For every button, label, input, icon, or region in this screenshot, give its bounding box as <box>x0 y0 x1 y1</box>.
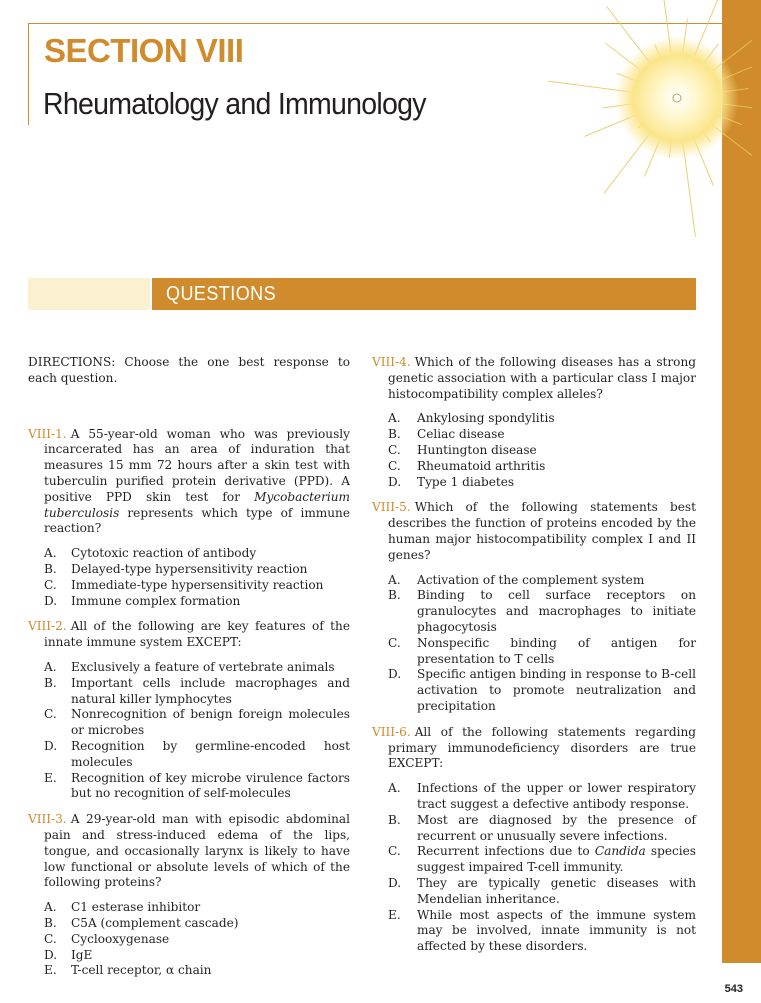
question-stem-text: A 55-year-old woman who was previously incarcerated has an area of induration that measures 15 mm 72 hours after a skin test with tuberculin purified protein derivative (PPD). A positive PPD skin test for <box>44 426 350 504</box>
option-text: Important cells include macrophages and natural killer lymphocytes <box>71 675 350 706</box>
question-stem-text: represents which type of immune reaction? <box>44 505 350 536</box>
question-stem-text: All of the following are key features of the innate immune system EXCEPT: <box>44 619 350 650</box>
answer-option <box>28 739 350 771</box>
question-block <box>28 427 350 610</box>
questions-banner <box>28 278 696 310</box>
page-number: 543 <box>724 983 743 995</box>
answer-option <box>28 948 350 964</box>
answer-option <box>28 963 350 979</box>
option-text: Nonrecognition of benign foreign molecules or microbes <box>71 707 350 738</box>
option-letter: B. <box>44 915 57 930</box>
option-text-part: species suggest impaired T-cell immunity. <box>417 844 696 875</box>
question-stem <box>28 427 350 538</box>
option-letter: C. <box>44 931 57 946</box>
option-letter: B. <box>44 675 57 690</box>
question-stem-text: Which of the following diseases has a strong genetic association with a particular class I major histocompatibility complex alleles? <box>388 355 696 401</box>
question-stem-text: All of the following statements regarding primary immunodeficiency disorders are true EXCEPT: <box>388 724 696 771</box>
answer-option <box>28 771 350 803</box>
question-stem <box>372 355 696 402</box>
option-text: Recognition by germline-encoded host molecules <box>71 738 350 769</box>
option-letter: B. <box>388 588 401 603</box>
option-text: Binding to cell surface receptors on granulocytes and macrophages to initiate phagocytosis <box>417 588 696 634</box>
right-question-list <box>372 355 696 955</box>
answer-option <box>372 573 696 589</box>
option-text: Cytotoxic reaction of antibody <box>71 546 257 561</box>
answer-option <box>372 443 696 459</box>
option-letter: D. <box>388 474 402 489</box>
option-letter: D. <box>44 738 58 753</box>
option-text: Specific antigen binding in response to B-cell activation to promote neutralization and precipitation <box>417 667 696 713</box>
option-letter: C. <box>388 635 401 650</box>
option-letter: D. <box>388 667 402 682</box>
section-title: Rheumatology and Immunology <box>43 86 426 121</box>
option-text: Delayed-type hypersensitivity reaction <box>71 561 308 576</box>
option-letter: B. <box>44 561 57 576</box>
option-letter: A. <box>44 900 57 915</box>
question-number: VIII-6. <box>372 724 411 739</box>
left-question-list <box>28 427 350 980</box>
option-text: T-cell receptor, α chain <box>71 963 212 978</box>
option-text: Huntington disease <box>417 442 537 457</box>
answer-option <box>372 908 696 955</box>
question-number: VIII-1. <box>28 426 67 441</box>
option-text: Immune complex formation <box>71 593 241 608</box>
answer-option <box>372 411 696 427</box>
answer-option <box>28 916 350 932</box>
option-letter: C. <box>388 442 401 457</box>
option-letter: C. <box>44 707 57 722</box>
option-text: Recognition of key microbe virulence factors but no recognition of self-molecules <box>71 770 350 801</box>
answer-options <box>28 660 350 802</box>
answer-option <box>372 475 696 491</box>
option-text: Infections of the upper or lower respiratory tract suggest a defective antibody response. <box>417 781 696 811</box>
option-text: IgE <box>71 947 93 962</box>
answer-option <box>28 932 350 948</box>
question-block <box>28 812 350 979</box>
directions-text: DIRECTIONS: Choose the one best response to each question. <box>28 355 350 385</box>
answer-option <box>372 427 696 443</box>
answer-option <box>372 459 696 475</box>
option-text: Celiac disease <box>417 427 505 442</box>
question-stem <box>28 619 350 651</box>
question-stem <box>372 500 696 563</box>
question-number: VIII-3. <box>28 812 67 827</box>
option-letter: D. <box>44 947 58 962</box>
sunburst-illustration <box>512 0 752 270</box>
answer-options <box>372 411 696 490</box>
option-text: Most are diagnosed by the presence of recurrent or unusually severe infections. <box>417 812 696 843</box>
answer-option <box>28 594 350 610</box>
answer-option <box>28 900 350 916</box>
option-text: Immediate-type hypersensitivity reaction <box>71 577 324 592</box>
option-text: Nonspecific binding of antigen for presentation to T cells <box>417 635 696 666</box>
question-number: VIII-2. <box>28 619 67 634</box>
option-letter: C. <box>388 458 401 473</box>
answer-options <box>372 781 696 955</box>
answer-option <box>28 562 350 578</box>
question-number: VIII-4. <box>372 355 411 369</box>
option-letter: C. <box>44 577 57 592</box>
option-letter: D. <box>44 593 58 608</box>
answer-options <box>372 573 696 715</box>
left-column <box>28 355 350 989</box>
option-letter: E. <box>388 907 401 922</box>
option-text: Exclusively a feature of vertebrate animals <box>71 659 335 674</box>
option-text: While most aspects of the immune system may be involved, innate immunity is not affected by these disorders. <box>417 907 696 954</box>
header-rule-vertical <box>28 23 29 125</box>
option-letter: B. <box>388 427 401 442</box>
question-number: VIII-5. <box>372 500 411 515</box>
answer-option <box>28 546 350 562</box>
option-letter: A. <box>388 781 401 796</box>
answer-option <box>372 781 696 813</box>
option-text: C1 esterase inhibitor <box>71 900 201 915</box>
option-letter: D. <box>388 875 402 890</box>
questions-heading: QUESTIONS <box>166 283 277 305</box>
question-stem <box>372 725 696 772</box>
option-letter: A. <box>388 411 401 426</box>
option-text-italic: Candida <box>594 844 646 859</box>
answer-option <box>28 660 350 676</box>
option-letter: E. <box>44 963 57 978</box>
answer-option <box>372 636 696 668</box>
answer-option <box>372 876 696 908</box>
option-text: Rheumatoid arthritis <box>417 458 546 473</box>
question-block <box>372 355 696 490</box>
option-text: Activation of the complement system <box>417 572 645 587</box>
option-text <box>417 844 696 876</box>
option-letter: C. <box>388 844 401 859</box>
answer-option <box>372 813 696 845</box>
option-text: Cyclooxygenase <box>71 931 170 946</box>
answer-options <box>28 546 350 609</box>
option-letter: A. <box>388 572 401 587</box>
option-letter: A. <box>44 546 57 561</box>
question-block <box>372 500 696 714</box>
answer-option <box>372 667 696 714</box>
question-stem-text: Which of the following statements best describes the function of proteins encoded by the human major histocompatibility complex I and II genes? <box>388 500 696 562</box>
answer-option <box>28 707 350 739</box>
answer-option <box>28 676 350 708</box>
option-text: Ankylosing spondylitis <box>417 411 555 426</box>
section-label: SECTION VIII <box>44 32 244 69</box>
right-column <box>372 355 696 965</box>
option-letter: B. <box>388 812 401 827</box>
option-letter: E. <box>44 770 57 785</box>
banner-light-block <box>28 278 150 310</box>
answer-option <box>28 578 350 594</box>
answer-option <box>372 588 696 635</box>
option-text: C5A (complement cascade) <box>71 915 239 930</box>
option-text-part: Recurrent infections due to <box>417 844 595 859</box>
question-block <box>372 725 696 955</box>
option-letter: A. <box>44 659 57 674</box>
question-stem-italic: Mycobacterium tuberculosis <box>44 489 350 520</box>
question-block <box>28 619 350 802</box>
option-text: They are typically genetic diseases with Mendelian inheritance. <box>417 875 696 906</box>
option-text: Type 1 diabetes <box>417 474 515 489</box>
banner-dark-block <box>150 278 696 310</box>
question-stem-text: A 29-year-old man with episodic abdominal pain and stress-induced edema of the lips, tongue, and occasionally larynx is likely to have low functional or absolute levels of which of the following proteins? <box>44 812 350 890</box>
answer-option <box>372 844 696 876</box>
answer-options <box>28 900 350 979</box>
question-stem <box>28 812 350 891</box>
